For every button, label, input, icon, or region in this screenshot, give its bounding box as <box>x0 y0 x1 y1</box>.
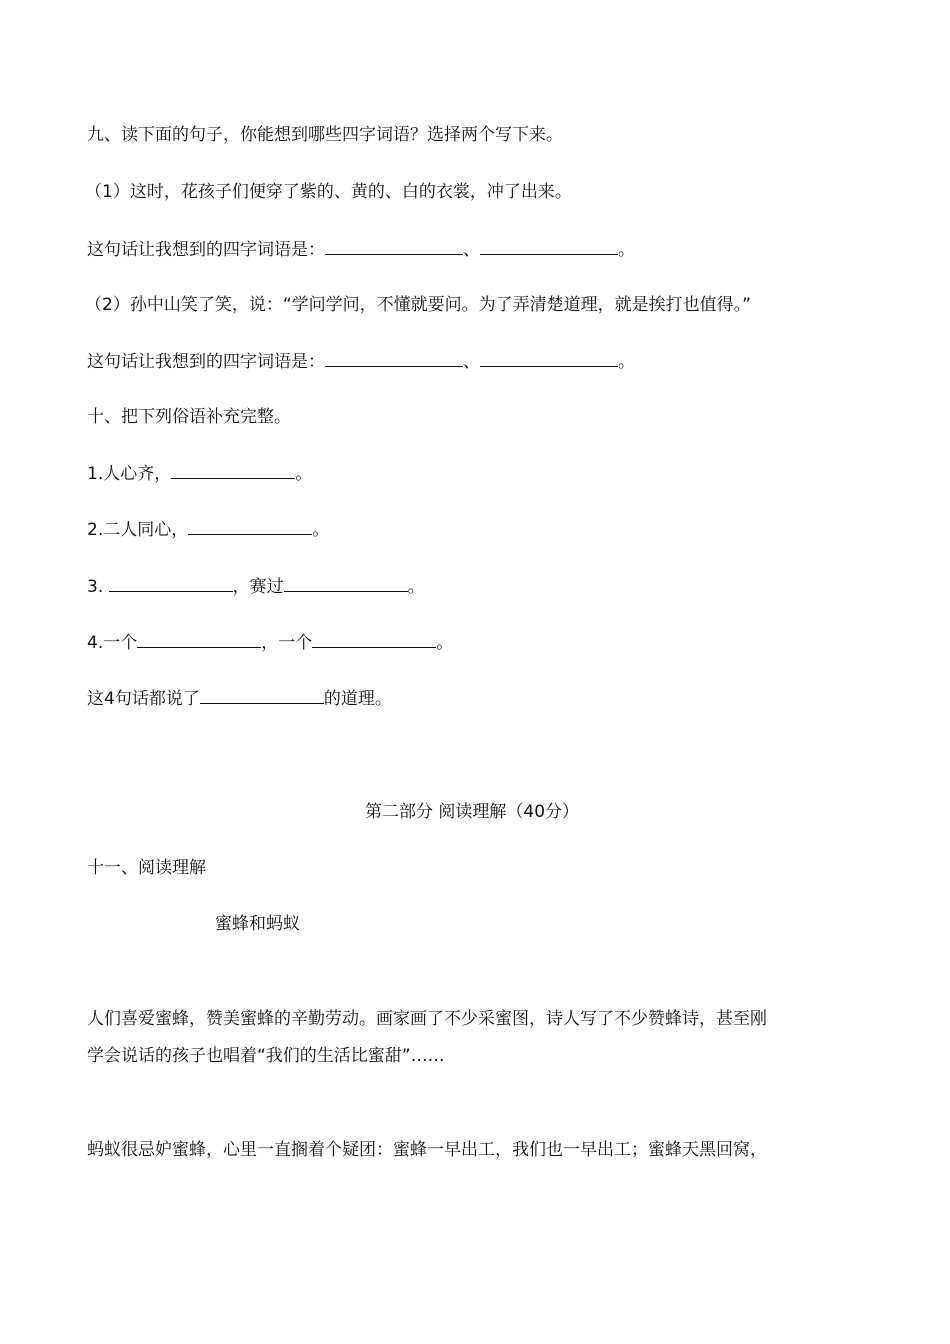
question-9-sentence-1: （1）这时，花孩子们便穿了紫的、黄的、白的衣裳，冲了出来。 <box>85 182 572 202</box>
answer-blank[interactable] <box>171 463 295 479</box>
answer-blank[interactable] <box>480 239 618 255</box>
answer-blank[interactable] <box>284 576 408 592</box>
question-9-title: 九、读下面的句子，你能想到哪些四字词语？选择两个写下来。 <box>87 125 563 145</box>
question-10-title: 十、把下列俗语补充完整。 <box>87 407 291 427</box>
proverb-text: ，赛过 <box>232 577 284 597</box>
answer-blank[interactable] <box>137 632 261 648</box>
question-11-title: 十一、阅读理解 <box>87 858 206 878</box>
proverb-text: ，一个 <box>261 633 313 653</box>
question-9-sentence-2: （2）孙中山笑了笑，说：“学问学问，不懂就要问。为了弄清楚道理，就是挨打也值得。” <box>85 295 751 315</box>
summary-text: 的道理。 <box>323 689 392 709</box>
part-2-heading: 第二部分 阅读理解（40分） <box>364 802 580 822</box>
answer-blank[interactable] <box>312 632 436 648</box>
passage-paragraph-1-line-2: 学会说话的孩子也唱着“我们的生活比蜜甜”…… <box>87 1046 445 1066</box>
proverb-text: 2.二人同心， <box>87 520 189 540</box>
passage-paragraph-1-line-1: 人们喜爱蜜蜂，赞美蜜蜂的辛勤劳动。画家画了不少采蜜图，诗人写了不少赞蜂诗，甚至刚 <box>87 1009 767 1029</box>
proverb-text: 。 <box>436 633 454 653</box>
proverb-item-3 <box>87 576 425 598</box>
proverb-text: 1.人心齐， <box>87 464 172 484</box>
answer-blank[interactable] <box>188 519 312 535</box>
answer-prompt: 这句话让我想到的四字词语是： <box>87 240 325 260</box>
answer-blank[interactable] <box>109 576 233 592</box>
proverb-text: 。 <box>295 464 313 484</box>
passage-title: 蜜蜂和蚂蚁 <box>215 914 300 934</box>
proverb-item-1 <box>87 463 312 485</box>
answer-blank[interactable] <box>325 239 463 255</box>
proverb-item-4 <box>87 632 453 654</box>
proverb-text: 3. <box>87 577 109 597</box>
question-9-answer-line-2 <box>87 351 635 373</box>
proverb-text: 。 <box>407 577 425 597</box>
period: 。 <box>618 352 635 372</box>
proverb-item-2 <box>87 519 329 541</box>
question-9-answer-line-1 <box>87 239 635 261</box>
proverb-summary <box>87 688 392 710</box>
summary-text: 这4句话都说了 <box>87 689 200 709</box>
proverb-text: 。 <box>312 520 330 540</box>
answer-blank[interactable] <box>480 351 618 367</box>
passage-paragraph-2-line-1: 蚂蚁很忌妒蜜蜂，心里一直搁着个疑团：蜜蜂一早出工，我们也一早出工；蜜蜂天黑回窝， <box>87 1140 767 1160</box>
separator: 、 <box>463 352 480 372</box>
answer-prompt: 这句话让我想到的四字词语是： <box>87 352 325 372</box>
separator: 、 <box>463 240 480 260</box>
answer-blank[interactable] <box>200 688 324 704</box>
proverb-text: 4.一个 <box>87 633 138 653</box>
answer-blank[interactable] <box>325 351 463 367</box>
period: 。 <box>618 240 635 260</box>
